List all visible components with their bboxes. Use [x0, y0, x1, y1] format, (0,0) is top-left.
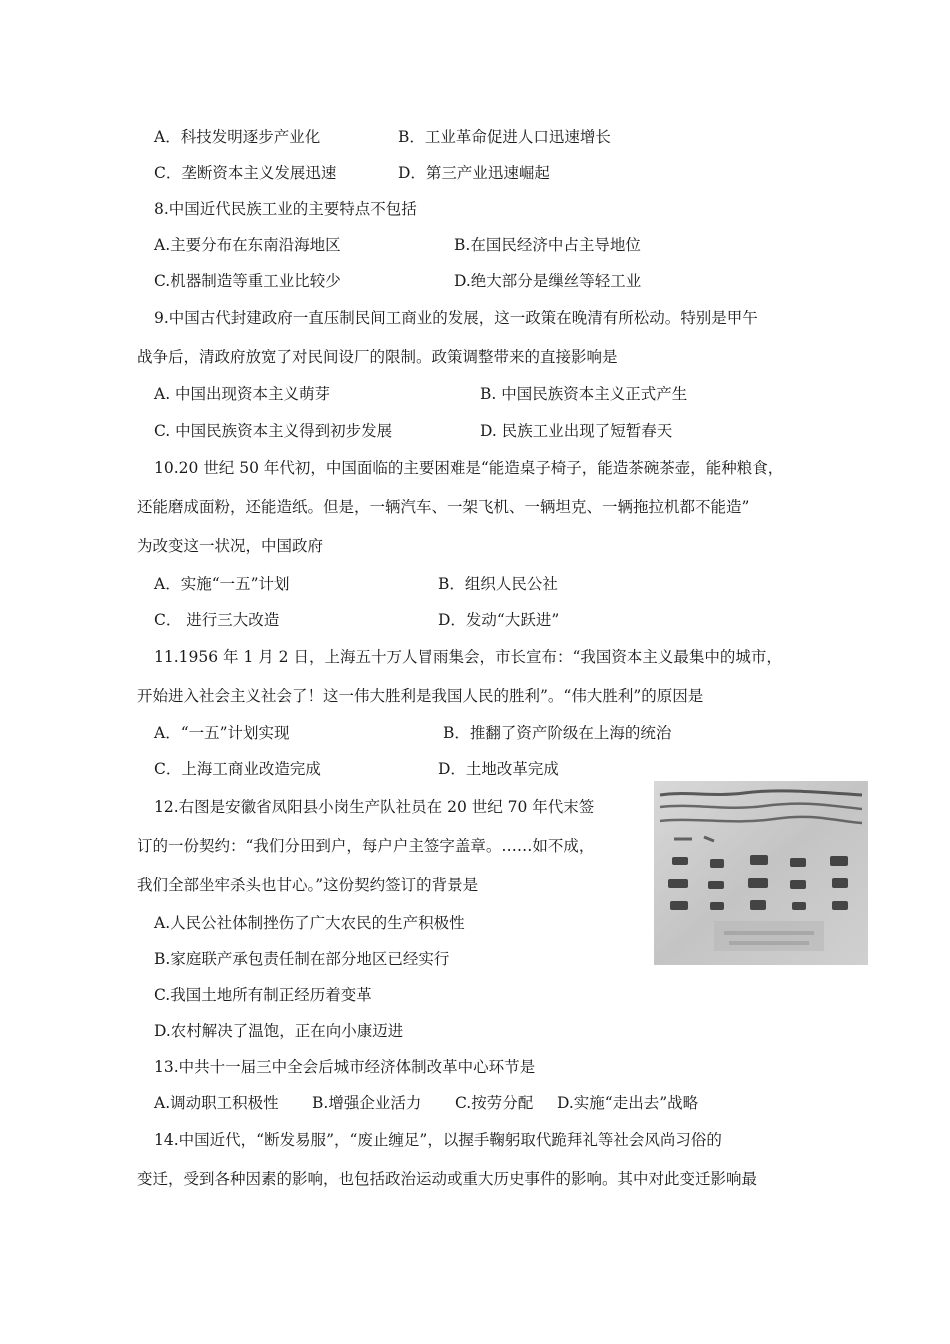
q9-option-a: A. 中国出现资本主义萌芽	[154, 385, 331, 403]
q7-option-c: C．垄断资本主义发展迅速	[154, 164, 337, 182]
q8-option-b: B.在国民经济中占主导地位	[454, 236, 641, 254]
q13-option-b: B.增强企业活力	[312, 1094, 422, 1112]
q10-stem-line-3: 为改变这一状况，中国政府	[137, 537, 324, 555]
q11-option-c: C．上海工商业改造完成	[154, 760, 321, 778]
q8-option-a: A.主要分布在东南沿海地区	[154, 236, 341, 254]
q12-option-b: B.家庭联产承包责任制在部分地区已经实行	[154, 950, 450, 968]
q12-option-c: C.我国土地所有制正经历着变革	[154, 986, 372, 1004]
q12-stem-line-3: 我们全部坐牢杀头也甘心。”这份契约签订的背景是	[137, 876, 479, 894]
q12-stem-line-1: 12.右图是安徽省凤阳县小岗生产队社员在 20 世纪 70 年代末签	[154, 798, 595, 816]
q13-option-a: A.调动职工积极性	[154, 1094, 279, 1112]
q11-option-a: A．“一五”计划实现	[154, 724, 290, 742]
q9-option-d: D. 民族工业出现了短暂春天	[480, 422, 673, 440]
q12-option-d: D.农村解决了温饱，正在向小康迈进	[154, 1022, 404, 1040]
q7-option-d: D．第三产业迅速崛起	[398, 164, 550, 182]
q10-stem-line-1: 10.20 世纪 50 年代初，中国面临的主要困难是“能造桌子椅子，能造茶碗茶壶，能种粮食，	[154, 459, 784, 477]
q8-option-d: D.绝大部分是缫丝等轻工业	[454, 272, 642, 290]
q13-option-d: D.实施“走出去”战略	[557, 1094, 699, 1112]
q14-stem-line-2: 变迁，受到各种因素的影响，也包括政治运动或重大历史事件的影响。其中对此变迁影响最	[137, 1170, 758, 1188]
xiaogang-contract-photo	[654, 781, 868, 965]
q10-option-d: D．发动“大跃进”	[438, 611, 560, 629]
q11-stem-line-1: 11.1956 年 1 月 2 日，上海五十万人冒雨集会，市长宣布：“我国资本主义最集中的城市，	[154, 648, 782, 666]
q8-option-c: C.机器制造等重工业比较少	[154, 272, 341, 290]
q10-stem-line-2: 还能磨成面粉，还能造纸。但是，一辆汽车、一架飞机、一辆坦克、一辆拖拉机都不能造”	[137, 498, 750, 516]
q10-option-a: A．实施“一五”计划	[154, 575, 290, 593]
q8-stem: 8.中国近代民族工业的主要特点不包括	[154, 200, 417, 218]
q11-option-d: D．土地改革完成	[438, 760, 559, 778]
q9-option-b: B. 中国民族资本主义正式产生	[480, 385, 688, 403]
q12-option-a: A.人民公社体制挫伤了广大农民的生产积极性	[154, 914, 465, 932]
q12-stem-line-2: 订的一份契约：“我们分田到户，每户户主签字盖章。……如不成，	[137, 837, 595, 855]
q13-option-c: C.按劳分配	[455, 1094, 534, 1112]
q13-stem: 13.中共十一届三中全会后城市经济体制改革中心环节是	[154, 1058, 536, 1076]
q10-option-c: C． 进行三大改造	[154, 611, 280, 629]
q7-option-a: A．科技发明逐步产业化	[154, 128, 321, 146]
q9-stem-line-1: 9.中国古代封建政府一直压制民间工商业的发展，这一政策在晚清有所松动。特别是甲午	[154, 309, 758, 327]
q11-stem-line-2: 开始进入社会主义社会了！这一伟大胜利是我国人民的胜利”。“伟大胜利”的原因是	[137, 687, 704, 705]
q9-stem-line-2: 战争后，清政府放宽了对民间设厂的限制。政策调整带来的直接影响是	[137, 348, 618, 366]
q14-stem-line-1: 14.中国近代，“断发易服”，“废止缠足”，以握手鞠躬取代跪拜礼等社会风尚习俗的	[154, 1131, 722, 1149]
q9-option-c: C. 中国民族资本主义得到初步发展	[154, 422, 393, 440]
q11-option-b: B．推翻了资产阶级在上海的统治	[443, 724, 672, 742]
q10-option-b: B．组织人民公社	[438, 575, 558, 593]
q7-option-b: B．工业革命促进人口迅速增长	[398, 128, 611, 146]
